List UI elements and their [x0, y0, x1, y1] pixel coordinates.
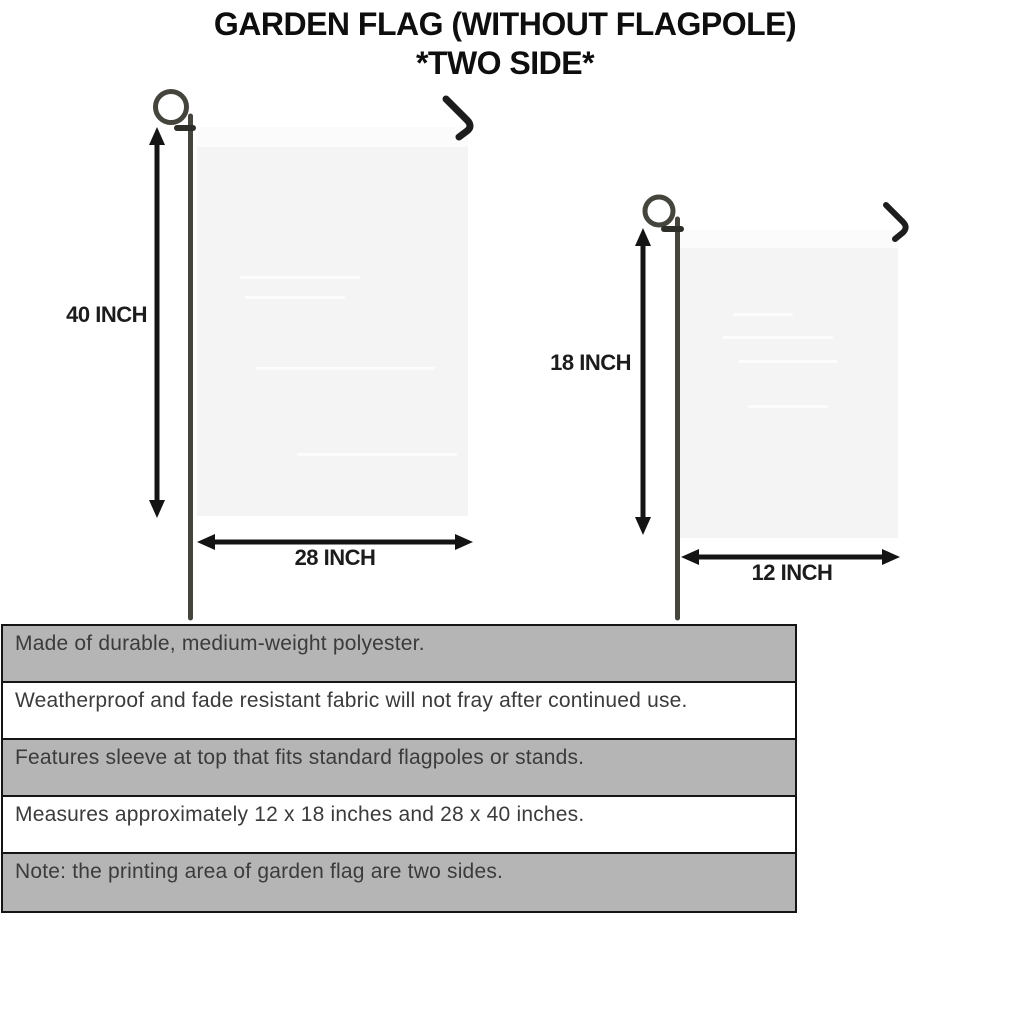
flag-large-sleeve [197, 127, 468, 147]
page-title-line2: *TWO SIDE* [415, 45, 595, 81]
feature-row: Note: the printing area of garden flag are two sides. [3, 854, 795, 911]
height-arrow-large-icon [149, 127, 165, 518]
feature-row: Made of durable, medium-weight polyester. [3, 626, 795, 683]
width-label-small: 12 INCH [751, 560, 833, 585]
height-arrow-small-icon [635, 228, 651, 535]
flag-streak [255, 367, 435, 370]
flag-streak [748, 405, 828, 408]
features-table [1, 624, 797, 913]
flagpole-small-icon [645, 197, 681, 618]
flag-streak [297, 453, 457, 456]
feature-row: Measures approximately 12 x 18 inches and 28 x 40 inches. [3, 797, 795, 854]
flag-small-sleeve [678, 230, 898, 248]
width-label-large: 28 INCH [294, 545, 376, 570]
flag-streak [240, 276, 360, 279]
flag-streak [738, 360, 838, 363]
flag-streak [245, 296, 345, 299]
height-label-small: 18 INCH [550, 350, 631, 375]
flag-streak [723, 336, 833, 339]
flag-small [678, 230, 898, 538]
flagpole-large-icon [156, 92, 194, 619]
page-title [0, 5, 1010, 83]
height-label-large: 40 INCH [66, 302, 147, 327]
page-title-line1: GARDEN FLAG (WITHOUT FLAGPOLE) [213, 6, 797, 42]
feature-row: Features sleeve at top that fits standard flagpoles or stands. [3, 740, 795, 797]
flag-streak [733, 313, 793, 316]
flag-large [197, 127, 468, 516]
feature-row: Weatherproof and fade resistant fabric will not fray after continued use. [3, 683, 795, 740]
